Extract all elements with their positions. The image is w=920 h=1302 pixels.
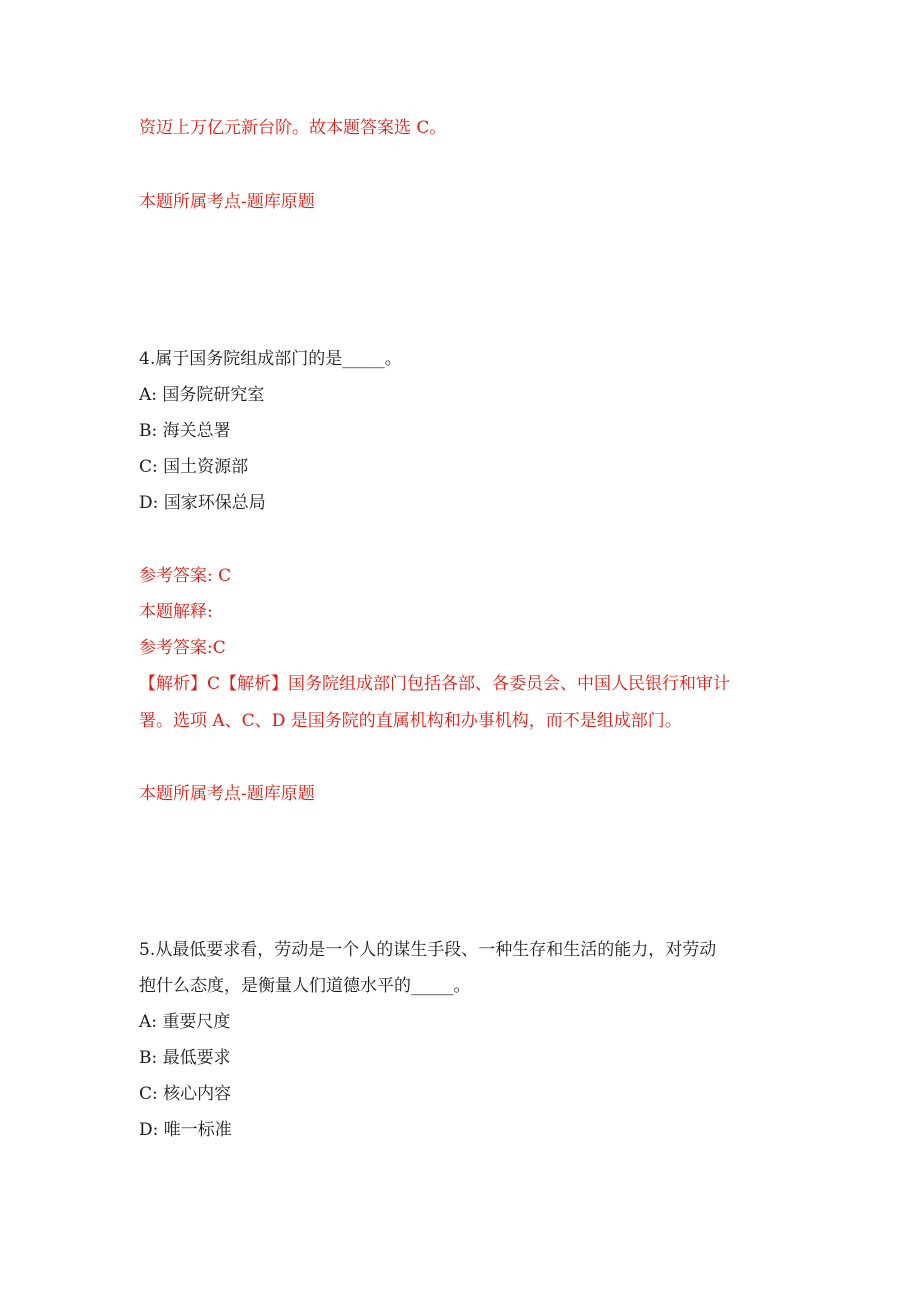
option-a: A: 重要尺度	[139, 1012, 231, 1032]
analysis-line-1: 【解析】C【解析】国务院组成部门包括各部、各委员会、中国人民银行和审计	[139, 674, 731, 694]
option-d: D: 唯一标准	[139, 1120, 232, 1140]
option-a: A: 国务院研究室	[139, 385, 265, 405]
option-c: C: 核心内容	[139, 1084, 232, 1104]
answer-line: 参考答案:C	[139, 638, 226, 658]
analysis-line-2: 署。选项 A、C、D 是国务院的直属机构和办事机构，而不是组成部门。	[139, 711, 682, 731]
explanation-label: 本题解释:	[139, 602, 213, 622]
option-d: D: 国家环保总局	[139, 493, 266, 513]
topic-tag: 本题所属考点-题库原题	[139, 192, 315, 212]
explanation-tail: 资迈上万亿元新台阶。故本题答案选 C。	[139, 118, 447, 138]
option-b: B: 海关总署	[139, 421, 231, 441]
question-stem: 4.属于国务院组成部门的是_____。	[139, 349, 402, 369]
question-stem-line-1: 5.从最低要求看，劳动是一个人的谋生手段、一种生存和生活的能力，对劳动	[139, 940, 717, 960]
topic-tag: 本题所属考点-题库原题	[139, 784, 315, 804]
option-b: B: 最低要求	[139, 1048, 231, 1068]
reference-answer: 参考答案: C	[139, 566, 232, 586]
option-c: C: 国土资源部	[139, 457, 249, 477]
question-stem-line-2: 抱什么态度，是衡量人们道德水平的_____。	[139, 976, 471, 996]
